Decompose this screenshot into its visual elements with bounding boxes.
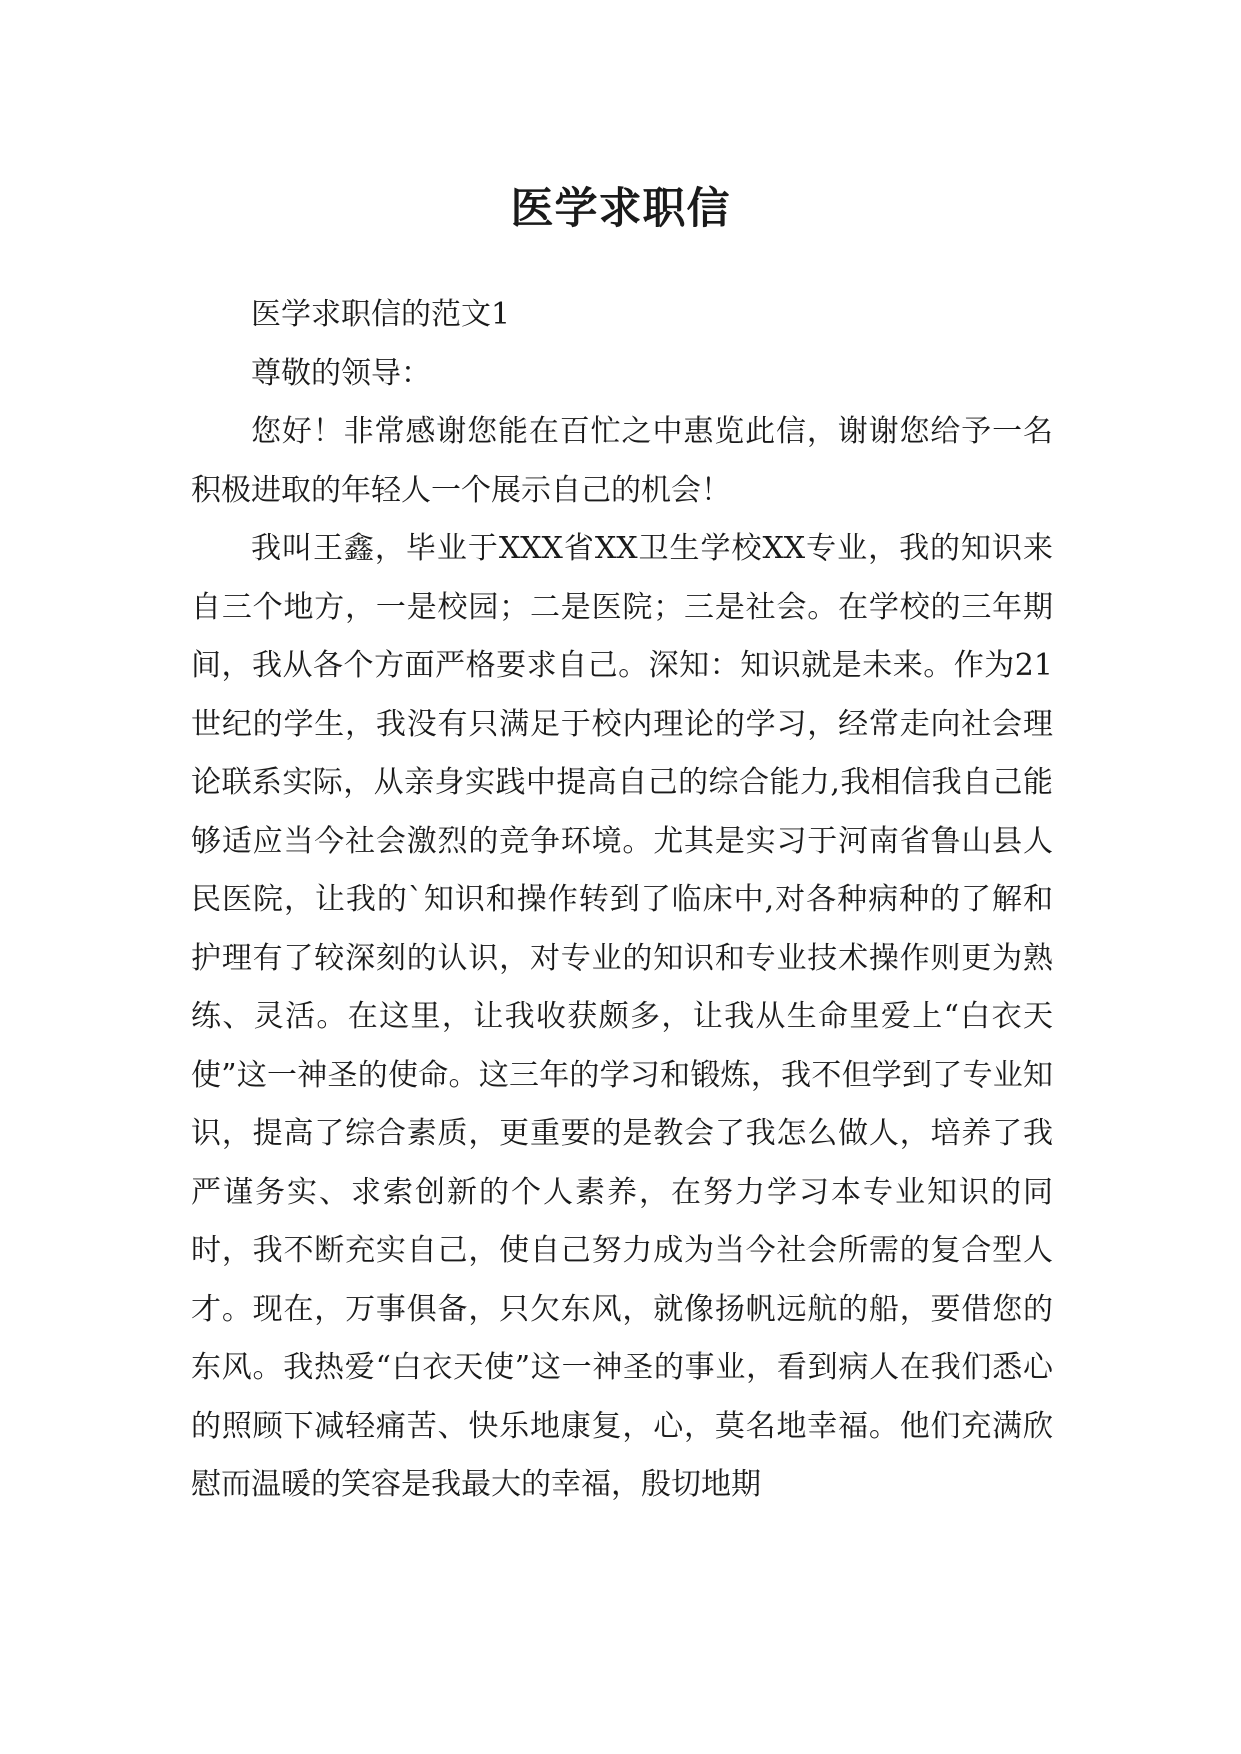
paragraph-salutation: 尊敬的领导： — [251, 355, 431, 391]
document-title: 医学求职信 — [510, 183, 731, 234]
paragraph-heading: 医学求职信的范文1 — [251, 297, 511, 332]
paragraph-main: 我叫王鑫，毕业于XXX省XX卫生学校XX专业，我的知识来自三个地方，一是校园；二是医院；三是社会。在学校的三年期间，我从各个方面严格要求自己。深知：知识就是未来。作为21世纪的学生，我没有只满足于校内理论的学习，经常走向社会理论联系实际，从亲身实践中提高自己的综合能力,我相信我自己能够适应当今社会激烈的竞争环境。尤其是实习于河南省鲁山县人民医院，让我的`知识和操作转到了临床中,对各种病种的了解和护理有了较深刻的认识，对专业的知识和专业技术操作则更为熟练、灵活。在这里，让我收获颇多，让我从生命里爱上“白衣天使”这一神圣的使命。这三年的学习和锻炼，我不但学到了专业知识，提高了综合素质，更重要的是教会了我怎么做人，培养了我严谨务实、求索创新的个人素养，在努力学习本专业知识的同时，我不断充实自己，使自己努力成为当今社会所需的复合型人才。现在，万事俱备，只欠东风，就像扬帆远航的船，要借您的东风。我热爱“白衣天使”这一神圣的事业，看到病人在我们悉心的照顾下减轻痛苦、快乐地康复，心，莫名地幸福。他们充满欣慰而温暖的笑容是我最大的幸福，殷切地期 — [191, 531, 1053, 1502]
document-body — [191, 286, 1053, 1515]
paragraph-greeting: 您好！非常感谢您能在百忙之中惠览此信，谢谢您给予一名积极进取的年轻人一个展示自己的机会！ — [191, 414, 1053, 508]
